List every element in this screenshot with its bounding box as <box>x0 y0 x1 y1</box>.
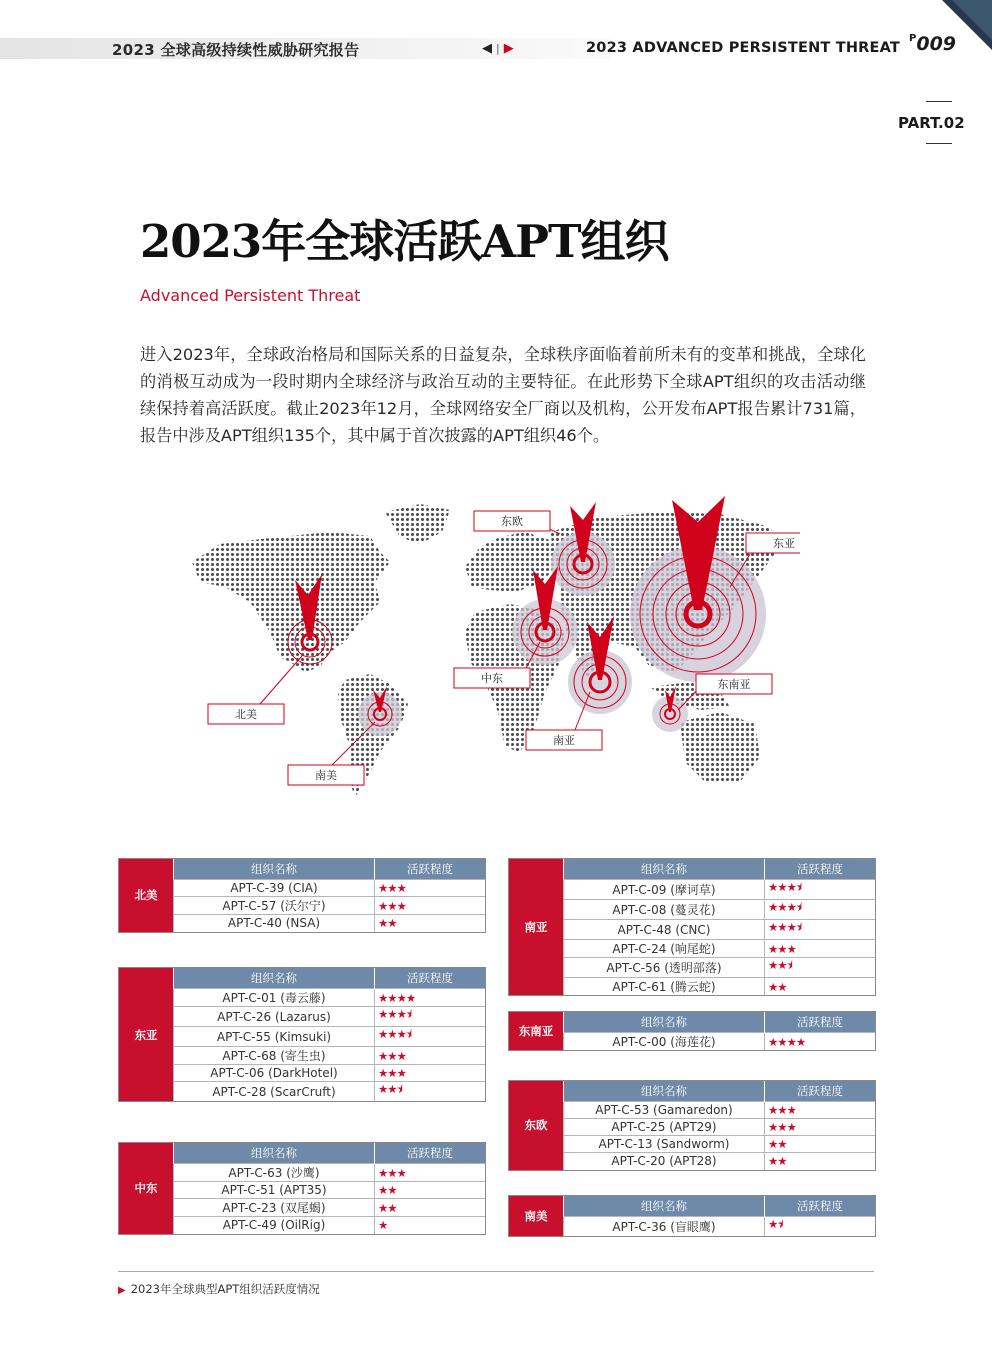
table-row <box>564 900 876 920</box>
table-body <box>564 859 876 995</box>
table-row <box>174 1082 486 1102</box>
org-name: APT-C-56 (透明部落) <box>564 958 765 978</box>
activity-stars: ★★★ <box>375 880 486 897</box>
org-name: APT-C-61 (腾云蛇) <box>564 978 765 996</box>
region-cell: 北美 <box>119 859 173 932</box>
map-label-north-america: 北美 <box>235 708 257 721</box>
caption-text: 2023年全球典型APT组织活跃度情况 <box>130 1282 320 1296</box>
activity-stars: ★★ <box>375 915 486 932</box>
table-row <box>564 978 876 996</box>
table-row <box>174 989 486 1007</box>
org-name: APT-C-53 (Gamaredon) <box>564 1102 765 1119</box>
corner-decoration-inner <box>952 0 992 40</box>
table-middle-east <box>118 1142 486 1235</box>
table-row <box>564 920 876 940</box>
org-name: APT-C-24 (响尾蛇) <box>564 940 765 958</box>
region-cell: 东欧 <box>509 1081 563 1170</box>
org-name: APT-C-49 (OilRig) <box>174 1217 375 1234</box>
triangle-right-icon: ▶ <box>118 1285 126 1296</box>
table-body <box>174 968 486 1101</box>
header-activity: 活跃程度 <box>765 1081 876 1102</box>
table-row <box>174 1217 486 1234</box>
part-rule-top <box>926 101 952 102</box>
org-name: APT-C-00 (海莲花) <box>564 1033 765 1051</box>
activity-stars: ★★★⯨ <box>375 1027 486 1047</box>
header-org-name: 组织名称 <box>174 859 375 880</box>
activity-stars: ★★ <box>375 1199 486 1217</box>
header-report-title: 2023 全球高级持续性威胁研究报告 <box>112 41 360 59</box>
org-name: APT-C-25 (APT29) <box>564 1119 765 1136</box>
table-eastern-europe <box>508 1080 876 1171</box>
table-row <box>174 1065 486 1082</box>
table-row <box>174 915 486 932</box>
header-org-name: 组织名称 <box>174 1143 375 1164</box>
page-subtitle: Advanced Persistent Threat <box>140 286 361 305</box>
table-header-row <box>564 859 876 880</box>
activity-stars: ★★★⯨ <box>765 880 876 900</box>
region-cell: 南美 <box>509 1196 563 1236</box>
table-row <box>564 1033 876 1051</box>
map-label-east-asia: 东亚 <box>773 537 795 550</box>
activity-stars: ★★★★ <box>765 1033 876 1051</box>
org-name: APT-C-68 (寄生虫) <box>174 1047 375 1065</box>
table-body <box>174 1143 486 1234</box>
table-east-asia <box>118 967 486 1102</box>
header-org-name: 组织名称 <box>564 1196 765 1217</box>
table-header-row <box>174 1143 486 1164</box>
region-cell: 东亚 <box>119 968 173 1101</box>
activity-stars: ★★★★ <box>375 989 486 1007</box>
header-activity: 活跃程度 <box>765 1012 876 1033</box>
header-org-name: 组织名称 <box>564 1081 765 1102</box>
activity-stars: ★★★ <box>375 1047 486 1065</box>
table-row <box>564 880 876 900</box>
table-row <box>564 958 876 978</box>
table-row <box>174 1027 486 1047</box>
table-row <box>174 1182 486 1199</box>
activity-stars: ★★★⯨ <box>765 900 876 920</box>
activity-stars: ★★ <box>375 1182 486 1199</box>
org-name: APT-C-51 (APT35) <box>174 1182 375 1199</box>
activity-stars: ★★⯨ <box>765 958 876 978</box>
activity-stars: ★★★ <box>765 1119 876 1136</box>
org-name: APT-C-06 (DarkHotel) <box>174 1065 375 1082</box>
activity-stars: ★★ <box>765 1153 876 1170</box>
table-row <box>564 1153 876 1170</box>
activity-stars: ★★⯨ <box>375 1082 486 1102</box>
region-cell: 东南亚 <box>509 1012 563 1050</box>
header-activity: 活跃程度 <box>765 859 876 880</box>
table-row <box>564 1102 876 1119</box>
header-org-name: 组织名称 <box>564 859 765 880</box>
activity-stars: ★★★ <box>765 940 876 958</box>
part-rule-bottom <box>926 143 952 144</box>
table-body <box>564 1012 876 1050</box>
table-row <box>564 1119 876 1136</box>
activity-stars: ★★★ <box>375 1065 486 1082</box>
activity-stars: ★★★⯨ <box>765 920 876 940</box>
map-label-southeast-asia: 东南亚 <box>717 678 751 691</box>
table-header-row <box>564 1196 876 1217</box>
table-header-row <box>174 859 486 880</box>
table-body <box>564 1081 876 1170</box>
activity-stars: ★★★ <box>375 897 486 915</box>
header-activity: 活跃程度 <box>375 859 486 880</box>
activity-stars: ★ <box>375 1217 486 1234</box>
arrow-left-icon: ◀ <box>482 41 492 56</box>
header-activity: 活跃程度 <box>375 968 486 989</box>
org-name: APT-C-28 (ScarCruft) <box>174 1082 375 1102</box>
org-name: APT-C-40 (NSA) <box>174 915 375 932</box>
header-arrows <box>482 41 514 56</box>
table-row <box>174 1047 486 1065</box>
header-report-title-en: 2023 ADVANCED PERSISTENT THREAT <box>586 40 901 56</box>
table-row <box>174 1164 486 1182</box>
org-name: APT-C-39 (CIA) <box>174 880 375 897</box>
org-name: APT-C-36 (盲眼鹰) <box>564 1217 765 1237</box>
region-cell: 南亚 <box>509 859 563 995</box>
table-body <box>174 859 486 932</box>
table-row <box>564 940 876 958</box>
table-row <box>564 1217 876 1237</box>
intro-paragraph: 进入2023年，全球政治格局和国际关系的日益复杂，全球秩序面临着前所未有的变革和挑战，全球化的消极互动成为一段时期内全球经济与政治互动的主要特征。在此形势下全球APT组织的攻击活动继续保持着高活跃度。截止2023年12月，全球网络安全厂商以及机构，公开发布APT报告累计731篇，报告中涉及APT组织135个，其中属于首次披露的APT组织46个。 <box>140 345 866 445</box>
header-org-name: 组织名称 <box>174 968 375 989</box>
continent-australia <box>680 712 760 782</box>
activity-stars: ★★ <box>765 1136 876 1153</box>
activity-stars: ★⯨ <box>765 1217 876 1237</box>
activity-stars: ★★★ <box>375 1164 486 1182</box>
org-name: APT-C-26 (Lazarus) <box>174 1007 375 1027</box>
header-org-name: 组织名称 <box>564 1012 765 1033</box>
page-title: 2023年全球活跃APT组织 <box>140 215 669 268</box>
table-southeast-asia <box>508 1011 876 1051</box>
table-header-row <box>564 1012 876 1033</box>
table-row <box>174 1199 486 1217</box>
header-activity: 活跃程度 <box>765 1196 876 1217</box>
org-name: APT-C-01 (毒云藤) <box>174 989 375 1007</box>
table-row <box>564 1136 876 1153</box>
org-name: APT-C-55 (Kimsuki) <box>174 1027 375 1047</box>
activity-stars: ★★★⯨ <box>375 1007 486 1027</box>
table-south-america <box>508 1195 876 1237</box>
table-south-asia <box>508 858 876 996</box>
activity-stars: ★★★ <box>765 1102 876 1119</box>
map-label-eastern-europe: 东欧 <box>501 515 523 528</box>
table-header-row <box>174 968 486 989</box>
header-activity: 活跃程度 <box>375 1143 486 1164</box>
table-row <box>174 1007 486 1027</box>
map-label-south-asia: 南亚 <box>553 734 575 747</box>
continent-greenland <box>385 504 450 544</box>
org-name: APT-C-57 (沃尔宁) <box>174 897 375 915</box>
org-name: APT-C-08 (蔓灵花) <box>564 900 765 920</box>
figure-caption <box>118 1281 320 1297</box>
org-name: APT-C-23 (双尾蝎) <box>174 1199 375 1217</box>
org-name: APT-C-13 (Sandworm) <box>564 1136 765 1153</box>
arrow-right-icon: ▶ <box>503 41 514 56</box>
map-label-middle-east: 中东 <box>481 672 503 685</box>
activity-stars: ★★ <box>765 978 876 996</box>
region-cell: 中东 <box>119 1143 173 1234</box>
continent-north-america <box>192 532 390 672</box>
world-map <box>180 492 800 812</box>
caption-rule <box>118 1271 874 1272</box>
table-header-row <box>564 1081 876 1102</box>
page-number: $^P$009 <box>909 33 957 55</box>
table-row <box>174 897 486 915</box>
org-name: APT-C-63 (沙鹰) <box>174 1164 375 1182</box>
org-name: APT-C-20 (APT28) <box>564 1153 765 1170</box>
table-north-america <box>118 858 486 933</box>
table-body <box>564 1196 876 1236</box>
map-label-south-america: 南美 <box>315 769 337 782</box>
org-name: APT-C-09 (摩诃草) <box>564 880 765 900</box>
part-label: PART.02 <box>898 114 965 132</box>
table-row <box>174 880 486 897</box>
divider: | <box>496 42 500 55</box>
org-name: APT-C-48 (CNC) <box>564 920 765 940</box>
